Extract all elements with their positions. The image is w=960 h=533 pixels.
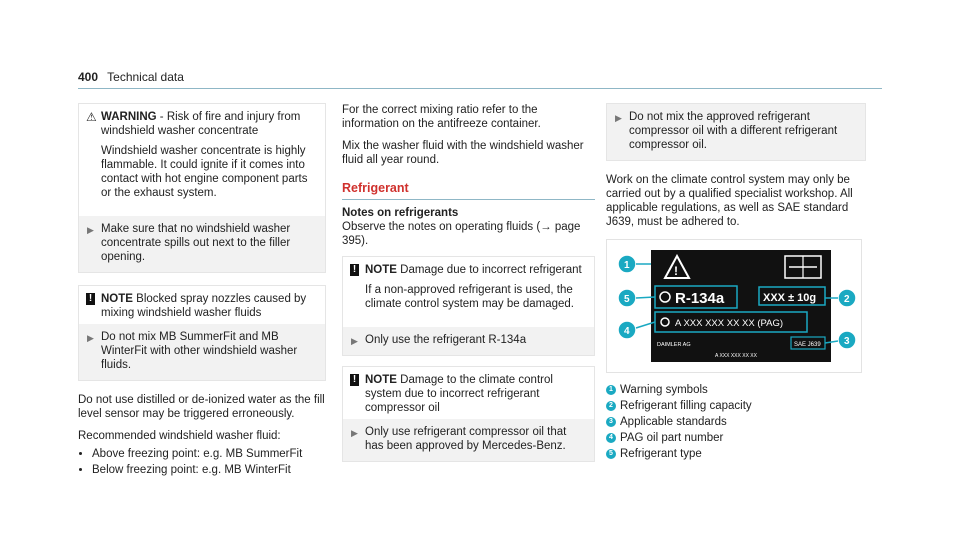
capacity-text: XXX ± 10g	[763, 292, 817, 304]
page-number: 400	[78, 70, 99, 84]
note-icon: !	[350, 374, 359, 386]
subheading-notes: Notes on refrigerants	[342, 207, 459, 219]
legend-item: 1 Warning symbols	[606, 383, 866, 397]
svg-text:5: 5	[624, 294, 630, 305]
partno-text: A XXX XXX XX XX	[715, 353, 757, 359]
fluid-list	[78, 447, 326, 477]
action-arrow-icon: ▶	[351, 428, 358, 438]
figure-legend	[606, 383, 866, 461]
warning-action: ▶ Make sure that no windshield washer concentrate spills out next to the filler opening.	[79, 216, 325, 272]
column-1	[78, 103, 326, 479]
header-rule	[78, 88, 882, 89]
warning-title: - Risk of fire and injury from windshield washer concentrate	[101, 111, 301, 137]
refrigerant-label-illustration	[607, 240, 861, 372]
svg-text:2: 2	[844, 294, 850, 305]
paragraph-observe-notes: Observe the notes on operating fluids (→ page 395).	[342, 221, 581, 247]
continued-note-box	[606, 103, 866, 161]
action-arrow-icon: ▶	[615, 113, 622, 123]
paragraph-distilled-water: Do not use distilled or de-ionized water as the fill level sensor may be triggered erroneously.	[78, 394, 325, 420]
note-action: ▶ Do not mix the approved refrigerant compressor oil with a different refrigerant compressor oil.	[607, 104, 865, 160]
paragraph-mix-fluid: Mix the washer fluid with the windshield washer fluid all year round.	[342, 140, 584, 166]
svg-text:!: !	[674, 264, 678, 278]
action-arrow-icon: ▶	[87, 333, 94, 343]
note-label: NOTE	[101, 293, 133, 305]
warning-box	[78, 103, 326, 273]
warning-body: Windshield washer concentrate is highly flammable. It could ignite if it comes into contact with hot engine component parts or the exhaust system.	[101, 145, 308, 199]
maker-text: DAIMLER AG	[657, 342, 691, 348]
sae-text: SAE J639	[794, 342, 821, 348]
legend-item: 5 Refrigerant type	[606, 447, 866, 461]
warning-triangle-icon: ⚠	[86, 110, 97, 124]
legend-item: 2 Refrigerant filling capacity	[606, 399, 866, 413]
note-action: ▶ Only use the refrigerant R-134a	[343, 327, 594, 355]
chapter-title: Technical data	[107, 70, 184, 84]
legend-item: 4 PAG oil part number	[606, 431, 866, 445]
svg-text:1: 1	[624, 260, 630, 271]
note-title: Blocked spray nozzles caused by mixing windshield washer fluids	[101, 293, 307, 319]
note-label: NOTE	[365, 264, 397, 276]
paragraph-mixing-ratio: For the correct mixing ratio refer to the information on the antifreeze container.	[342, 104, 541, 130]
note-title: Damage due to incorrect refrigerant	[396, 264, 582, 276]
note-icon: !	[350, 264, 359, 276]
svg-text:4: 4	[624, 326, 630, 337]
section-heading-refrigerant: Refrigerant	[342, 181, 595, 200]
column-3	[606, 103, 866, 463]
paragraph-specialist-workshop: Work on the climate control system may only be carried out by a qualified specialist workshop. All applicable regulations, as well as SAE standard J639, must be adhered to.	[606, 174, 853, 228]
note-icon: !	[86, 293, 95, 305]
note-body: If a non-approved refrigerant is used, the climate control system may be damaged.	[365, 284, 575, 310]
note-title: Damage to the climate control system due to incorrect refrigerant compressor oil	[365, 374, 553, 414]
refrigerant-label-figure	[606, 239, 862, 373]
svg-text:3: 3	[844, 336, 850, 347]
note-action: ▶ Only use refrigerant compressor oil that has been approved by Mercedes-Benz.	[343, 419, 594, 461]
paragraph-recommended: Recommended windshield washer fluid:	[78, 430, 281, 442]
refrigerant-type-text: R-134a	[675, 290, 725, 307]
list-item: • Above freezing point: e.g. MB SummerFit	[92, 447, 326, 461]
column-2	[342, 103, 595, 462]
list-item: • Below freezing point: e.g. MB WinterFit	[92, 463, 326, 477]
oil-text: A XXX XXX XX XX (PAG)	[675, 318, 784, 329]
note-label: NOTE	[365, 374, 397, 386]
note-box-compressor-oil	[342, 366, 595, 462]
note-box-nozzles	[78, 285, 326, 381]
action-arrow-icon: ▶	[351, 336, 358, 346]
warning-label: WARNING	[101, 111, 157, 123]
note-action: ▶ Do not mix MB SummerFit and MB WinterFit with other windshield washer fluids.	[79, 324, 325, 380]
legend-item: 3 Applicable standards	[606, 415, 866, 429]
note-box-refrigerant	[342, 256, 595, 356]
page-header	[78, 70, 184, 84]
action-arrow-icon: ▶	[87, 225, 94, 235]
